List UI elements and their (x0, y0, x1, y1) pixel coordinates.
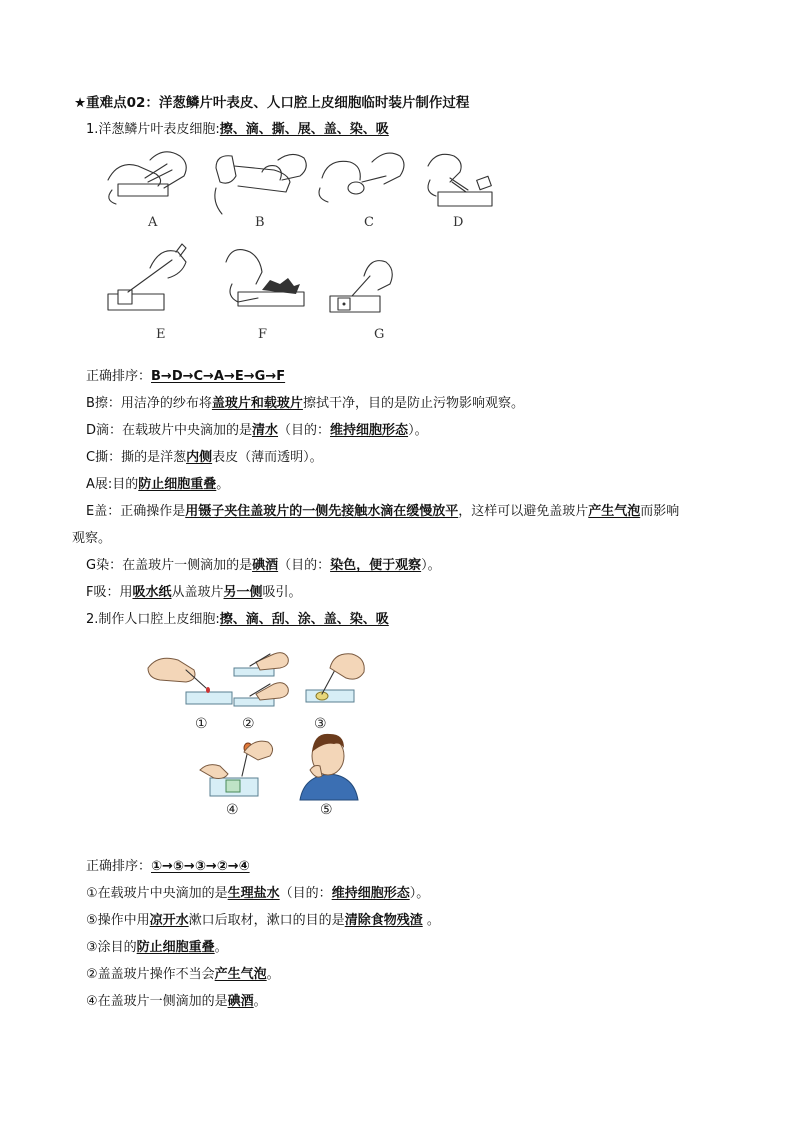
cheek-order (86, 857, 250, 877)
onion-order-sequence: B→D→C→A→E→G→F (151, 369, 286, 384)
step-2-text-2: 。 (266, 967, 280, 982)
step-b-text-2: 擦拭干净，目的是防止污物影响观察。 (302, 396, 524, 411)
figure-label-g: G (374, 327, 385, 342)
figure-label-5: ⑤ (320, 802, 333, 818)
step-4-text-1: ④在盖玻片一侧滴加的是 (86, 994, 228, 1009)
step-d-text-2: （目的： (278, 423, 331, 438)
step-g-text-3: ）。 (421, 558, 441, 573)
step-a-text-1: A展:目的 (86, 477, 139, 492)
figure-label-2: ② (242, 716, 255, 732)
step-a-key-1: 防止细胞重叠 (138, 477, 217, 492)
step-b-key-1: 盖玻片和载玻片 (211, 396, 303, 411)
step-g-key-1: 碘酒 (252, 558, 279, 573)
step-g-text-1: G染：在盖玻片一侧滴加的是 (86, 558, 253, 573)
step-3-text-2: 。 (214, 940, 228, 955)
step-5-text-3: 。 (422, 913, 440, 928)
step-4-key-1: 碘酒 (227, 994, 254, 1009)
figure-label-a: A (148, 215, 158, 230)
step-d-key-1: 清水 (252, 423, 279, 438)
step-4-text-2: 。 (253, 994, 267, 1009)
step-1-text-3: ）。 (409, 886, 430, 901)
step-g-key-2: 染色，便于观察 (330, 558, 422, 573)
step-e-text-2: ，这样可以避免盖玻片 (458, 504, 589, 519)
figure-4-illustration (200, 741, 273, 796)
step-g-text-2: （目的： (278, 558, 331, 573)
step-3-key-1: 防止细胞重叠 (136, 940, 215, 955)
step-3-text-1: ③涂目的 (86, 940, 137, 955)
step-d-key-2: 维持细胞形态 (330, 423, 409, 438)
onion-order-prefix: 正确排序： (86, 369, 152, 384)
step-f-key-1: 吸水纸 (132, 585, 172, 600)
onion-intro-prefix: 1.洋葱鳞片叶表皮细胞: (86, 122, 220, 137)
cheek-step-3 (86, 938, 228, 958)
step-a-text-2: 。 (216, 477, 230, 492)
figure-5-illustration (300, 734, 358, 800)
step-5-key-1: 凉开水 (149, 913, 189, 928)
step-2-key-1: 产生气泡 (214, 967, 267, 982)
figure-label-f: F (258, 327, 268, 342)
step-c-key-1: 内侧 (186, 450, 213, 465)
cheek-step-4 (86, 992, 267, 1012)
step-1-text-1: ①在载玻片中央滴加的是 (86, 886, 228, 901)
step-1-key-2: 维持细胞形态 (331, 886, 410, 901)
step-c-text-1: C撕：撕的是洋葱 (86, 450, 187, 465)
figure-2-illustration (234, 653, 288, 706)
cheek-order-sequence: ①→⑤→③→②→④ (151, 859, 250, 874)
step-5-text-2: 漱口后取材，漱口的目的是 (188, 913, 345, 928)
figure-label-1: ① (195, 716, 208, 732)
cheek-step-5 (86, 911, 440, 931)
step-f-text-3: 吸引。 (262, 585, 302, 600)
step-d-text-3: ）。 (408, 423, 428, 438)
figure-label-3: ③ (314, 716, 327, 732)
figure-label-d: D (453, 215, 464, 230)
step-e-key-2: 产生气泡 (588, 504, 641, 519)
cheek-intro-steps: 擦、滴、刮、涂、盖、染、吸 (219, 612, 389, 627)
step-5-key-2: 清除食物残渣 (344, 913, 423, 928)
step-f-text-2: 从盖玻片 (171, 585, 224, 600)
figure-label-c: C (364, 215, 374, 230)
step-b-text-1: B擦：用洁净的纱布将 (86, 396, 212, 411)
step-f-key-2: 另一侧 (223, 585, 263, 600)
step-e-key-1: 用镊子夹住盖玻片的一侧先接触水滴在缓慢放平 (185, 504, 459, 519)
step-d-text-1: D滴：在载玻片中央滴加的是 (86, 423, 253, 438)
step-1-text-2: （目的： (279, 886, 332, 901)
step-e-text-1: E盖：正确操作是 (86, 504, 186, 519)
figure-3-illustration (306, 654, 364, 702)
step-2-text-1: ②盖盖玻片操作不当会 (86, 967, 215, 982)
onion-intro-steps: 擦、滴、撕、展、盖、染、吸 (219, 122, 389, 137)
step-c-text-2: 表皮（薄而透明）。 (212, 450, 323, 465)
step-5-text-1: ⑤操作中用 (86, 913, 150, 928)
section-heading: ★重难点02：洋葱鳞片叶表皮、人口腔上皮细胞临时装片制作过程 (74, 95, 470, 111)
step-f-text-1: F吸：用 (86, 585, 133, 600)
step-1-key-1: 生理盐水 (227, 886, 280, 901)
cheek-step-1 (86, 884, 429, 904)
figure-label-e: E (156, 327, 166, 342)
cheek-intro-prefix: 2.制作人口腔上皮细胞: (86, 612, 220, 627)
cheek-step-2 (86, 965, 280, 985)
step-e-text-3: 而影响 (640, 504, 680, 519)
cheek-order-prefix: 正确排序： (86, 859, 152, 874)
figure-1-illustration (148, 658, 232, 704)
figure-label-b: B (255, 215, 265, 230)
onion-step-e-cont: 观察。 (72, 531, 112, 546)
figure-label-4: ④ (226, 802, 239, 818)
